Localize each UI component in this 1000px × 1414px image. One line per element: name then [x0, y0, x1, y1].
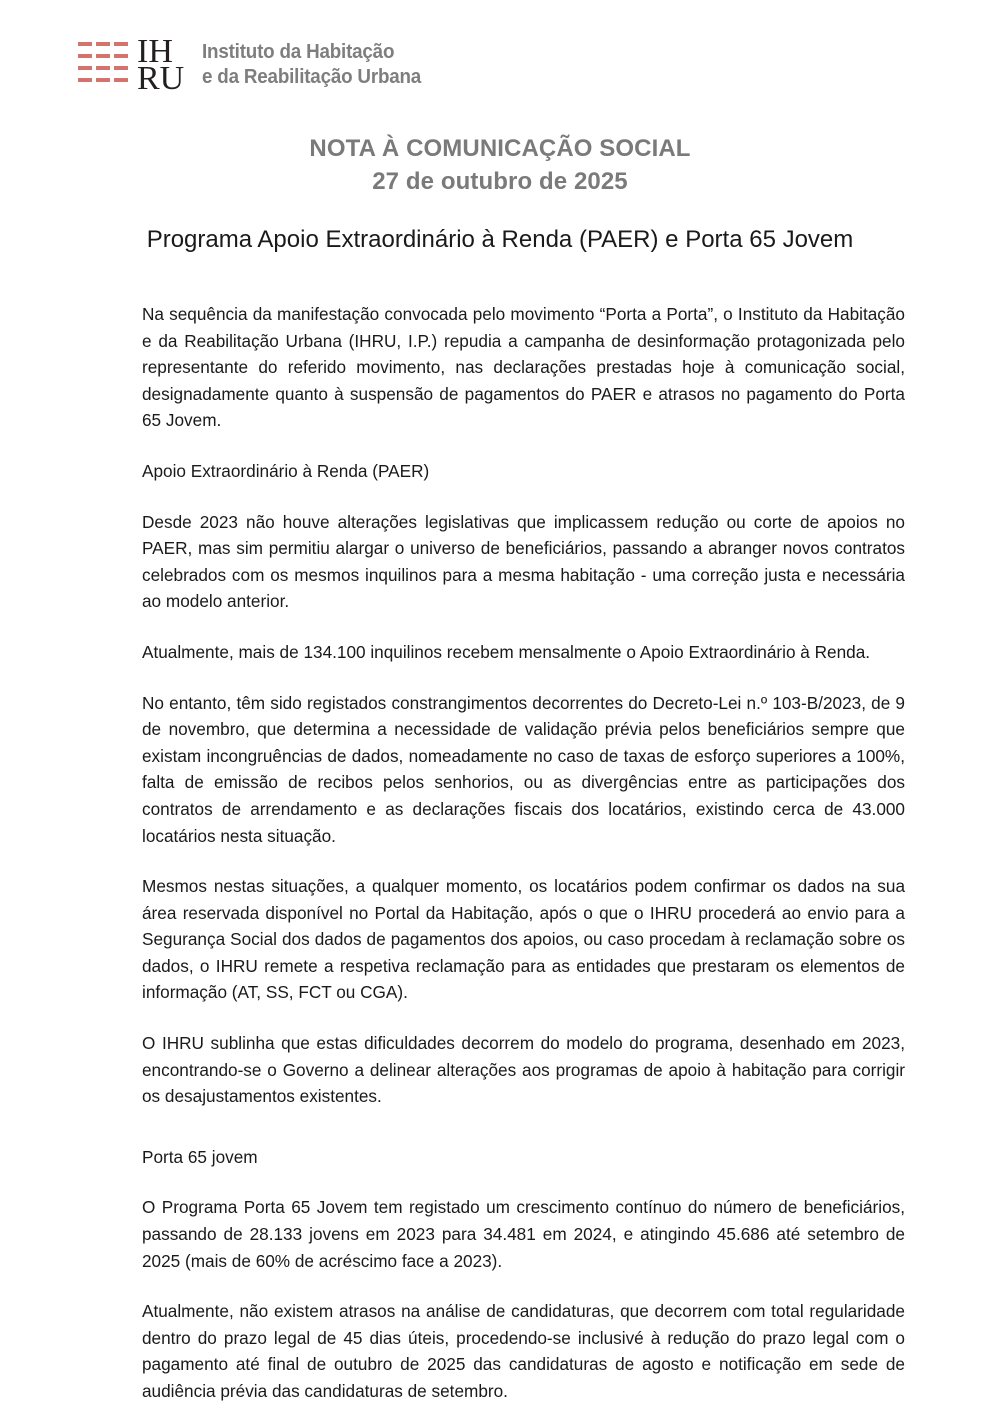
logo-dash [78, 78, 92, 82]
header-kicker: NOTA À COMUNICAÇÃO SOCIAL [309, 135, 691, 162]
paragraph-porta65-1: O Programa Porta 65 Jovem tem registado um crescimento contínuo do número de beneficiários, passando de 28.133 jovens em 2023 para 34.481 em 2024, e atingindo 45.686 até setembro de 2025 (mais de 60% de acréscimo face a 2023). [142, 1197, 905, 1271]
logo-dash [78, 42, 92, 46]
logo-name-line1: Instituto da Habitação [202, 40, 395, 63]
document-header [0, 132, 1000, 198]
logo-acronym-ru: RU [137, 60, 185, 97]
paragraph-porta65-2: Atualmente, não existem atrasos na análise de candidaturas, que decorrem com total regularidade dentro do prazo legal de 45 dias úteis, procedendo-se inclusivé à redução do prazo legal com o pagamento até final de outubro de 2025 das candidaturas de agosto e notificação em sede de audiência prévia das candidaturas de setembro. [142, 1301, 905, 1401]
section-heading-porta65: Porta 65 jovem [142, 1146, 258, 1167]
logo-dash [96, 42, 110, 46]
document-body [142, 301, 905, 1405]
paragraph-paer-1: Desde 2023 não houve alterações legislativas que implicassem redução ou corte de apoios no PAER, mas sim permitiu alargar o universo de beneficiários, passando a abranger novos contratos celebrados com os mesmos inquilinos para a mesma habitação - uma correção justa e necessária ao modelo anterior. [142, 511, 905, 612]
logo-name-line2: e da Reabilitação Urbana [202, 65, 422, 88]
logo-dash [96, 54, 110, 58]
paragraph-paer-2: Atualmente, mais de 134.100 inquilinos recebem mensalmente o Apoio Extraordinário à Renda. [142, 641, 871, 662]
paragraph-paer-3: No entanto, têm sido registados constrangimentos decorrentes do Decreto-Lei n.º 103-B/2023, de 9 de novembro, que determina a necessidade de validação prévia pelos beneficiários sempre que existam incongruências de dados, nomeadamente no caso de taxas de esforço superiores a 100%, falta de emissão de recibos pelos senhorios, ou as divergências entre as participações dos contratos de arrendamento e as declarações fiscais dos locatários, existindo cerca de 43.000 locatários nesta situação. [142, 692, 905, 846]
logo-dash [114, 66, 128, 70]
logo-dash [114, 42, 128, 46]
logo-dash [96, 78, 110, 82]
logo-dash [96, 66, 110, 70]
logo-acronym-ih: IH [137, 33, 173, 70]
logo-dash [114, 54, 128, 58]
logo-mark [78, 33, 185, 97]
logo-dash [78, 66, 92, 70]
paragraph-paer-4: Mesmos nestas situações, a qualquer momento, os locatários podem confirmar os dados na sua área reservada disponível no Portal da Habitação, após o que o IHRU procederá ao envio para a Segurança Social dos dados de pagamentos dos apoios, ou caso procedam à reclamação sobre os dados, o IHRU remete a respetiva reclamação para as entidades que prestaram os elementos de informação (AT, SS, FCT ou CGA). [142, 876, 905, 1003]
ihru-logo [78, 33, 435, 97]
page-title: Programa Apoio Extraordinário à Renda (PAER) e Porta 65 Jovem [146, 226, 854, 253]
logo-organisation-name [202, 40, 421, 90]
paragraph-paer-5: O IHRU sublinha que estas dificuldades decorrem do modelo do programa, desenhado em 2023, encontrando-se o Governo a delinear alterações aos programas de apoio à habitação para corrigir os desajustamentos existentes. [142, 1033, 905, 1107]
logo-acronym [137, 33, 185, 97]
header-date: 27 de outubro de 2025 [372, 168, 628, 195]
logo-dash [78, 54, 92, 58]
paragraph-intro: Na sequência da manifestação convocada pelo movimento “Porta a Porta”, o Instituto da Habitação e da Reabilitação Urbana (IHRU, I.P.) repudia a campanha de desinformação protagonizada pelo representante do referido movimento, nas declarações prestadas hoje à comunicação social, designadamente quanto à suspensão de pagamentos do PAER e atrasos no pagamento do Porta 65 Jovem. [142, 304, 905, 431]
section-heading-paer: Apoio Extraordinário à Renda (PAER) [142, 460, 430, 481]
logo-dash [114, 78, 128, 82]
logo-dash-grid-icon [78, 38, 128, 90]
